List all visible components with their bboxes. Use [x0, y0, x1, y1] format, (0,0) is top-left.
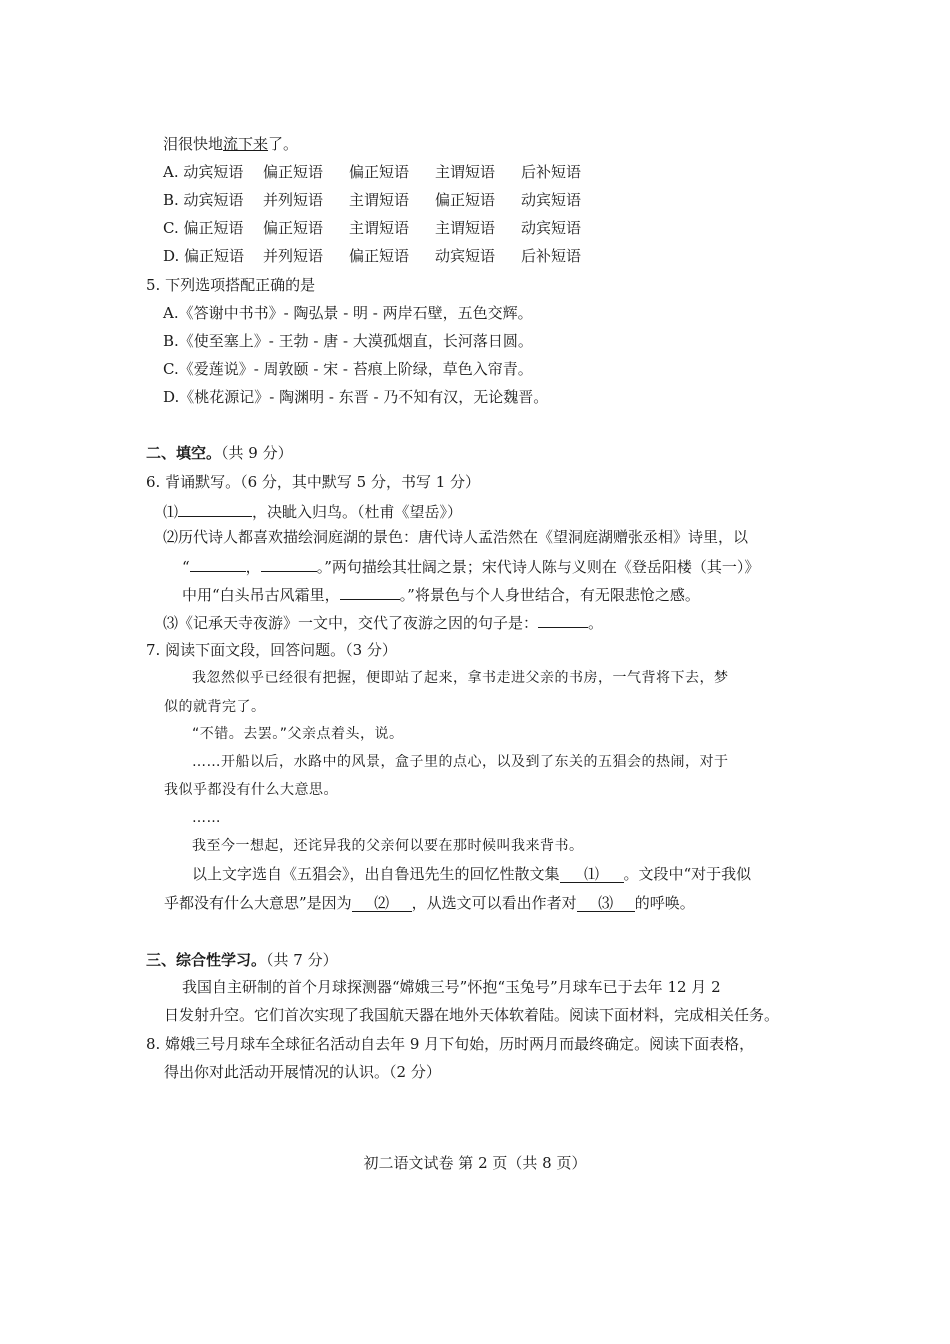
q4-d-5: 后补短语 [521, 247, 582, 265]
q4-lead-end: 了。 [268, 135, 299, 153]
q7-blank-1[interactable]: ⑴ [560, 866, 624, 883]
q7-para2: “不错。去罢。”父亲点着头，说。 [192, 726, 404, 742]
q7-stem: 7. 阅读下面文段，回答问题。（3 分） [146, 641, 397, 659]
q4-b-2: 并列短语 [263, 191, 324, 209]
q6-p1-blank[interactable] [178, 500, 252, 517]
q4-d-2: 并列短语 [263, 247, 324, 265]
q4-a-5: 后补短语 [521, 163, 582, 181]
q6-p2-line3 [182, 583, 700, 605]
section3-heading: 三、综合性学习。 [146, 951, 267, 969]
q4-option-row-c [163, 218, 607, 246]
q6-p3-blank[interactable] [538, 611, 588, 628]
section3-intro-line1: 我国自主研制的首个月球探测器“嫦娥三号”怀抱“玉兔号”月球车已于去年 12 月 2 [182, 978, 721, 996]
q6-p3-end: 。 [588, 614, 604, 632]
q4-c-1: C. 偏正短语 [163, 219, 244, 237]
q7-q2-mid: ，从选文可以看出作者对 [411, 894, 577, 912]
q4-lead-underlined: 流下来 [223, 135, 269, 153]
q6-stem: 6. 背诵默写。（6 分，其中默写 5 分，书写 1 分） [146, 473, 481, 491]
q6-p2-line2 [182, 555, 759, 577]
section3-score: （共 7 分） [266, 951, 338, 969]
q6-part1 [163, 500, 462, 522]
q7-blank-3[interactable]: ⑶ [577, 895, 635, 912]
q7-ellipsis: …… [192, 810, 221, 826]
q6-p1-suffix: ，决眦入归鸟。（杜甫《望岳》） [252, 503, 463, 521]
section3-title [146, 950, 338, 970]
q4-d-3: 偏正短语 [349, 247, 410, 265]
q7-para1-line2: 似的就背完了。 [164, 699, 266, 715]
q6-p2-line3-rest: 。”将景色与个人身世结合，有无限悲怆之感。 [399, 586, 700, 604]
q5-option-b: B.《使至塞上》- 王勃 - 唐 - 大漠孤烟直，长河落日圆。 [163, 332, 533, 350]
q6-part3 [163, 611, 603, 633]
q7-para1-line1: 我忽然似乎已经很有把握，便即站了起来，拿书走进父亲的书房，一气背将下去，梦 [192, 670, 729, 686]
q7-para4: 我至今一想起，还诧异我的父亲何以要在那时候叫我来背书。 [192, 838, 584, 854]
q7-question-line2 [164, 893, 695, 913]
q4-lead: 泪很快地 [163, 135, 224, 153]
q6-p2-blank-3[interactable] [340, 583, 400, 600]
q6-p1-prefix: ⑴ [163, 503, 179, 521]
q5-stem: 5. 下列选项搭配正确的是 [146, 276, 316, 294]
q6-p2-open: “ [182, 558, 190, 576]
q7-q1-start: 以上文字选自《五猖会》，出自鲁迅先生的回忆性散文集 [192, 865, 560, 883]
section3-intro-line2: 日发射升空。它们首次实现了我国航天器在地外天体软着陆。阅读下面材料，完成相关任务。 [164, 1006, 780, 1024]
q8-line2: 得出你对此活动开展情况的认识。（2 分） [164, 1063, 441, 1081]
q4-option-row-d [163, 246, 607, 274]
q5-option-a: A.《答谢中书书》- 陶弘景 - 明 - 两岸石壁，五色交辉。 [163, 304, 533, 322]
section2-score: （共 9 分） [221, 444, 293, 462]
q6-p2-line3-start: 中用“白头吊古风霜里， [182, 586, 340, 604]
q4-b-3: 主谓短语 [349, 191, 410, 209]
q4-b-4: 偏正短语 [435, 191, 496, 209]
q7-question-line1 [192, 864, 751, 884]
section2-title [146, 443, 293, 463]
page-footer: 初二语文试卷 第 2 页（共 8 页） [363, 1154, 587, 1172]
q4-a-3: 偏正短语 [349, 163, 410, 181]
q7-q2-end: 的呼唤。 [634, 894, 695, 912]
q6-p2-line1: ⑵历代诗人都喜欢描绘洞庭湖的景色：唐代诗人孟浩然在《望洞庭湖赠张丞相》诗里，以 [163, 528, 749, 546]
q4-option-row-b [163, 190, 607, 218]
q5-option-c: C.《爱莲说》- 周敦颐 - 宋 - 苔痕上阶绿，草色入帘青。 [163, 360, 533, 378]
q7-para3-line1: ……开船以后，水路中的风景，盒子里的点心，以及到了东关的五猖会的热闹，对于 [192, 754, 729, 770]
q4-options [163, 162, 607, 274]
q4-d-1: D. 偏正短语 [163, 247, 245, 265]
q6-p3-start: ⑶《记承天寺夜游》一文中，交代了夜游之因的句子是： [163, 614, 539, 632]
q4-c-2: 偏正短语 [263, 219, 324, 237]
q4-a-2: 偏正短语 [263, 163, 324, 181]
q6-p2-rest: 。”两句描绘其壮阔之景；宋代诗人陈与义则在《登岳阳楼（其一）》 [316, 558, 760, 576]
q7-blank-2[interactable]: ⑵ [352, 895, 412, 912]
q5-option-d: D.《桃花源记》- 陶渊明 - 东晋 - 乃不知有汉，无论魏晋。 [163, 388, 549, 406]
q4-c-3: 主谓短语 [349, 219, 410, 237]
q6-p2-mid: ， [245, 558, 261, 576]
q7-q2-start: 乎都没有什么大意思”是因为 [164, 894, 352, 912]
q4-c-4: 主谓短语 [435, 219, 496, 237]
section2-heading: 二、填空。 [146, 444, 222, 462]
q4-c-5: 动宾短语 [521, 219, 582, 237]
q6-p2-blank-2[interactable] [261, 555, 317, 572]
q4-b-5: 动宾短语 [521, 191, 582, 209]
q4-option-row-a [163, 162, 607, 190]
q7-para3-line2: 我似乎都没有什么大意思。 [164, 782, 338, 798]
q8-line1: 8. 嫦娥三号月球车全球征名活动自去年 9 月下旬始，历时两月而最终确定。阅读下面表格， [146, 1035, 755, 1053]
q4-d-4: 动宾短语 [435, 247, 496, 265]
q6-p2-blank-1[interactable] [190, 555, 246, 572]
q7-q1-end: 。文段中“对于我似 [623, 865, 752, 883]
q4-b-1: B. 动宾短语 [163, 191, 244, 209]
q4-a-1: A. 动宾短语 [163, 163, 244, 181]
q4-lead-text [163, 134, 298, 154]
q4-a-4: 主谓短语 [435, 163, 496, 181]
